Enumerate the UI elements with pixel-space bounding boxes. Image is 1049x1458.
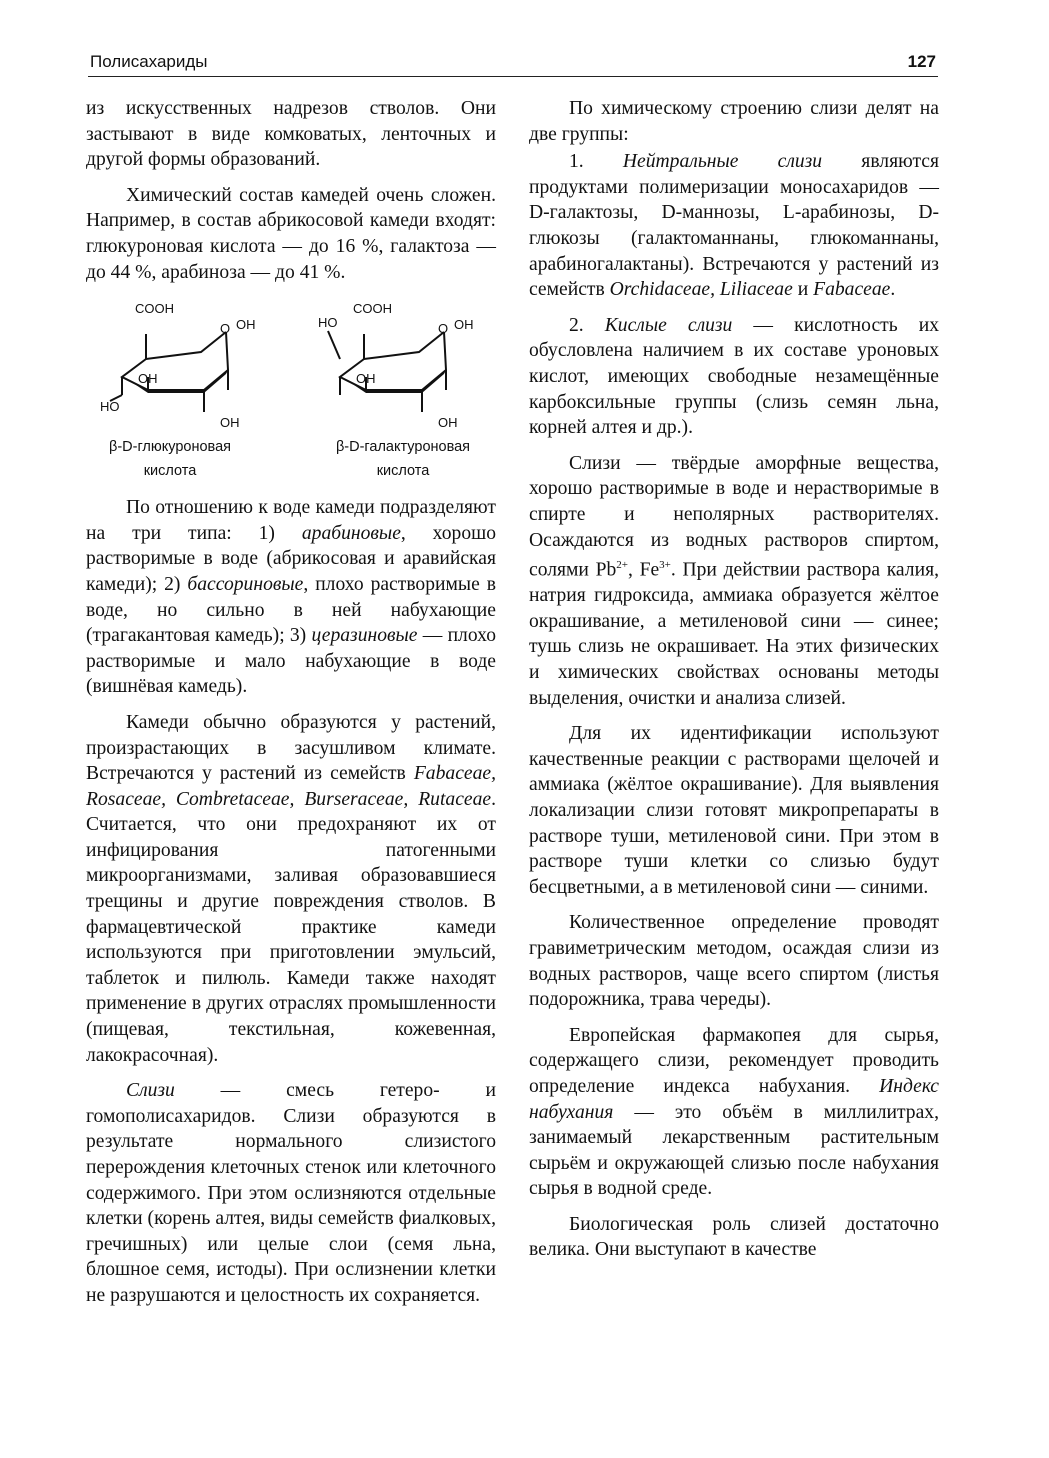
paragraph: Количественное определение проводят гравиметрическим методом, осаждая слизи из водных растворов, чаще всего спиртом (листья подорожника, трава череды). — [529, 912, 939, 1011]
cooh-label: COOH — [135, 301, 174, 317]
oh-label: OH — [356, 371, 376, 387]
section-title: Полисахариды — [90, 52, 208, 71]
oh-label: OH — [454, 317, 474, 333]
oh-label: OH — [220, 415, 240, 431]
right-column — [529, 96, 939, 1273]
structure-caption: β-D-глюкуроновая кислота — [108, 439, 232, 480]
page-number: 127 — [907, 52, 936, 71]
paragraph: По отношению к воде камеди подразделяют на три типа: 1) арабиновые, хорошо растворимые в воде (абрикосовая и аравийская камеди); 2) бассориновые, плохо растворимые в воде, но сильно в ней набухающие (трагакантовая камедь); 3) церазиновые — плохо растворимые и мало набухающие в воде (вишнёвая камедь). — [86, 497, 497, 698]
chemical-structures-figure — [86, 287, 496, 487]
oh-label: OH — [438, 415, 458, 431]
galacturonic-acid-ring — [328, 331, 446, 412]
paragraph: 1. Нейтральные слизи являются продуктами полимеризации моносахаридов — D-галактозы, D-маннозы, L-арабинозы, D-глюкозы (галактоманнаны, глюкоманнаны, арабиногалактаны). Встречаются у растений из семейств Orchidaceae, Liliaceae и Fabaceae. — [529, 151, 939, 301]
structure-caption: β-D-галактуроновая кислота — [335, 439, 471, 480]
paragraph: Химический состав камедей очень сложен. Например, в состав абрикосовой камеди входят: глюкуроновая кислота — до 16 %, галактоза — до 44 %, арабиноза — до 41 %. — [86, 184, 496, 283]
paragraph: Биологическая роль слизей достаточно велика. Они выступают в качестве — [529, 1213, 939, 1261]
ring-oxygen-label: O — [438, 321, 449, 337]
cooh-label: COOH — [353, 301, 392, 317]
paragraph: Слизи — смесь гетеро- и гомополисахаридов. Слизи образуются в результате нормального слизистого перерождения клеточных стенок или клеточного содержимого. При этом ослизняются отдельные клетки (корень алтея, виды семейств фиалковых, гречишных) или целые слои (семя льна, блошное семя, истоды). При ослизнении клетки не разрушаются и целостность их сохраняется. — [86, 1080, 496, 1306]
ho-label: HO — [100, 399, 120, 415]
oh-label: OH — [236, 317, 256, 333]
paragraph: По химическому строению слизи делят на две группы: — [529, 98, 939, 145]
left-column — [86, 96, 496, 1319]
running-header — [88, 50, 938, 77]
paragraph: Камеди обычно образуются у растений, произрастающих в засушливом климате. Встречаются у растений из семейств Fabaceae, Rosaceae, Combretaceae, Burseraceae, Rutaceae. Считается, что они предохраняют их от инфицирования патогенными микроорганизмами, заливая образовавшиеся трещины и другие повреждения стволов. В фармацевтической практике камеди используются при приготовлении эмульсий, таблеток и пилюль. Камеди также находят применение в других отраслях промышленности (пищевая, текстильная, кожевенная, лакокрасочная). — [86, 711, 496, 1066]
oh-label: OH — [138, 371, 158, 387]
paragraph: Слизи — твёрдые аморфные вещества, хорошо растворимые в воде и нерастворимые в спирте и неполярных растворителях. Осаждаются из водных растворов спиртом, солями $Pb^{2+}$, $Fe^{3+}$. При действии раствора калия, натрия гидроксида, аммиака образуется жёлтое окрашивание, а метиленовой сини — синее; тушь слизь не окрашивает. На этих физических и химических свойствах основаны методы выделения, очистки и анализа слизей. — [529, 452, 939, 709]
paragraph: 2. Кислые слизи — кислотность их обусловлена наличием в их составе уроновых кислот, имеющих свободные незамещённые карбоксильные группы (слизь семян льна, корней алтея и др.). — [529, 314, 940, 439]
glucuronic-acid-ring — [110, 332, 228, 412]
paragraph: Для их идентификации используют качественные реакции с растворами щелочей и аммиака (жёлтое окрашивание). Для выявления локализации слизи готовят микропрепараты в растворе туши, метиленовой сини. При этом в растворе туши клетки со слизью будут бесцветными, а в метиленовой сини — синими. — [529, 723, 939, 898]
paragraph: Европейская фармакопея для сырья, содержащего слизи, рекомендует проводить определение индекса набухания. Индекс набухания — это объём в миллилитрах, занимаемый лекарственным растительным сырьём и окружающей слизью после набухания сырья в водной среде. — [529, 1024, 939, 1200]
ring-oxygen-label: O — [220, 321, 231, 337]
ho-label: HO — [318, 315, 338, 331]
paragraph: из искусственных надрезов стволов. Они застывают в виде комковатых, ленточных и другой формы образований. — [86, 98, 496, 171]
